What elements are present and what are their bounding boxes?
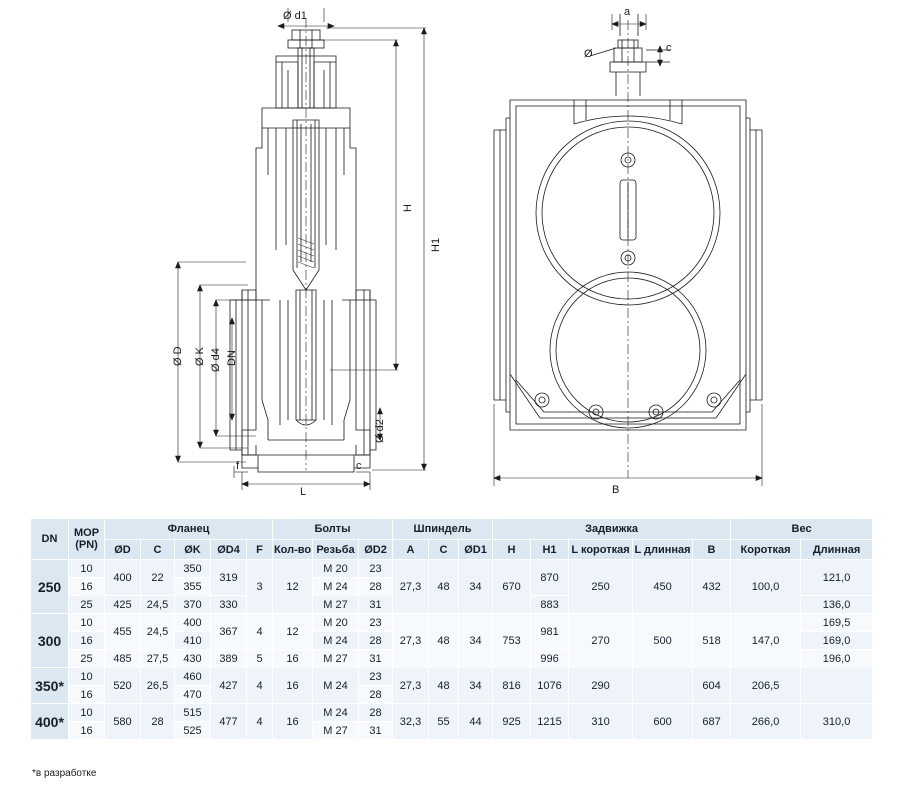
cell-flange-C: 22	[141, 560, 175, 596]
specification-table-wrapper	[30, 518, 872, 740]
cell-flange-K: 400	[175, 614, 211, 632]
cell-flange-K: 370	[175, 596, 211, 614]
cell-valve-H1: 981	[531, 614, 569, 650]
cell-flange-K: 350	[175, 560, 211, 578]
cell-valve-H1: 883	[531, 596, 569, 614]
cell-flange-F: 4	[247, 704, 273, 740]
cell-bolt-count: 12	[273, 614, 313, 650]
cell-flange-D4: 319	[211, 560, 247, 596]
cell-bolt-D2: 28	[359, 704, 393, 722]
cell-dn: 250	[31, 560, 69, 614]
cell-valve-H: 753	[493, 614, 531, 668]
subheader-valve-L-short: L короткая	[569, 540, 633, 560]
cell-flange-K: 355	[175, 578, 211, 596]
cell-flange-D4: 427	[211, 668, 247, 704]
cell-flange-D: 485	[105, 650, 141, 668]
label-a: a	[624, 6, 631, 18]
cell-weight-long: 121,0	[801, 560, 873, 596]
cell-weight-short: 100,0	[731, 560, 801, 614]
cell-spindle-D1: 34	[459, 614, 493, 668]
cell-bolt-count: 16	[273, 704, 313, 740]
header-mop-line2: (PN)	[75, 539, 98, 551]
subheader-spindle-D1: ØD1	[459, 540, 493, 560]
cell-bolt-D2: 23	[359, 668, 393, 686]
label-h1: H1	[430, 237, 442, 252]
cell-bolt-thread: M 24	[313, 632, 359, 650]
header-dn: DN	[31, 519, 69, 560]
cell-flange-D4: 330	[211, 596, 247, 614]
label-diameter-K: Ø K	[194, 347, 206, 366]
cell-flange-C: 24,5	[141, 596, 175, 614]
cell-flange-F: 4	[247, 668, 273, 704]
subheader-flange-K: ØK	[175, 540, 211, 560]
cell-bolt-D2: 28	[359, 578, 393, 596]
cell-dn: 300	[31, 614, 69, 668]
right-plan-drawing	[470, 0, 900, 510]
cell-valve-H: 816	[493, 668, 531, 704]
cell-valve-H1: 870	[531, 560, 569, 596]
cell-weight-long: 136,0	[801, 596, 873, 614]
label-diameter-d4: Ø d4	[210, 348, 222, 372]
cell-pn: 25	[69, 596, 105, 614]
subheader-valve-H: H	[493, 540, 531, 560]
cell-valve-B: 432	[693, 560, 731, 614]
cell-valve-H1: 1076	[531, 668, 569, 704]
cell-bolt-thread: M 27	[313, 650, 359, 668]
cell-valve-L-short: 290	[569, 668, 633, 704]
cell-bolt-count: 16	[273, 668, 313, 704]
cell-valve-H: 670	[493, 560, 531, 614]
cell-flange-F: 5	[247, 650, 273, 668]
cell-weight-long	[801, 668, 873, 704]
cell-flange-F: 3	[247, 560, 273, 614]
cell-flange-K: 410	[175, 632, 211, 650]
cell-bolt-D2: 31	[359, 650, 393, 668]
subheader-weight-long: Длинная	[801, 540, 873, 560]
cell-weight-short: 206,5	[731, 668, 801, 704]
cell-bolt-D2: 23	[359, 560, 393, 578]
cell-weight-long: 169,0	[801, 632, 873, 650]
cell-flange-K: 470	[175, 686, 211, 704]
cell-bolt-thread: M 24	[313, 704, 359, 722]
label-c-left: c	[356, 460, 362, 472]
cell-flange-F: 4	[247, 614, 273, 650]
cell-flange-D: 425	[105, 596, 141, 614]
cell-pn: 16	[69, 686, 105, 704]
subheader-bolt-count: Кол-во	[273, 540, 313, 560]
cell-bolt-thread: M 24	[313, 668, 359, 704]
header-group-flange: Фланец	[105, 519, 273, 540]
cell-weight-long: 310,0	[801, 704, 873, 740]
header-mop	[69, 519, 105, 560]
subheader-flange-D4: ØD4	[211, 540, 247, 560]
subheader-valve-B: B	[693, 540, 731, 560]
left-section-drawing	[0, 0, 470, 510]
cell-spindle-A: 27,3	[393, 560, 429, 614]
cell-flange-D4: 477	[211, 704, 247, 740]
cell-flange-C: 24,5	[141, 614, 175, 650]
cell-flange-D: 520	[105, 668, 141, 704]
cell-weight-short: 266,0	[731, 704, 801, 740]
subheader-flange-C: C	[141, 540, 175, 560]
cell-spindle-C: 55	[429, 704, 459, 740]
cell-pn: 10	[69, 704, 105, 722]
cell-bolt-count: 16	[273, 650, 313, 668]
cell-pn: 10	[69, 614, 105, 632]
subheader-flange-D: ØD	[105, 540, 141, 560]
header-group-bolts: Болты	[273, 519, 393, 540]
subheader-valve-L-long: L длинная	[633, 540, 693, 560]
cell-pn: 10	[69, 668, 105, 686]
cell-bolt-D2: 28	[359, 686, 393, 704]
cell-bolt-D2: 31	[359, 596, 393, 614]
label-B: B	[612, 484, 620, 496]
cell-flange-D: 580	[105, 704, 141, 740]
header-group-valve: Задвижка	[493, 519, 731, 540]
table-row	[31, 704, 873, 722]
subheader-bolt-thread: Резьба	[313, 540, 359, 560]
cell-valve-L-long	[633, 668, 693, 704]
cell-pn: 16	[69, 578, 105, 596]
cell-flange-K: 460	[175, 668, 211, 686]
cell-bolt-D2: 23	[359, 614, 393, 632]
table-row	[31, 560, 873, 578]
cell-weight-short: 147,0	[731, 614, 801, 668]
cell-flange-C: 28	[141, 704, 175, 740]
cell-bolt-thread: M 24	[313, 578, 359, 596]
cell-valve-L-long: 450	[633, 560, 693, 614]
cell-valve-H: 925	[493, 704, 531, 740]
table-footnote: *в разработке	[32, 768, 97, 779]
label-diameter-d1: Ø d1	[283, 10, 307, 22]
subheader-bolt-D2: ØD2	[359, 540, 393, 560]
cell-dn: 350*	[31, 668, 69, 704]
cell-flange-K: 525	[175, 722, 211, 740]
cell-valve-H1: 1215	[531, 704, 569, 740]
subheader-weight-short: Короткая	[731, 540, 801, 560]
cell-flange-D4: 389	[211, 650, 247, 668]
subheader-spindle-A: A	[393, 540, 429, 560]
table-row	[31, 614, 873, 632]
label-f: f	[236, 460, 240, 472]
cell-spindle-D1: 34	[459, 668, 493, 704]
cell-spindle-A: 27,3	[393, 668, 429, 704]
subheader-flange-F: F	[247, 540, 273, 560]
cell-bolt-thread: M 27	[313, 596, 359, 614]
cell-valve-B: 687	[693, 704, 731, 740]
cell-bolt-count: 12	[273, 560, 313, 614]
cell-valve-B: 518	[693, 614, 731, 668]
label-diameter-D: Ø D	[172, 346, 184, 366]
cell-bolt-thread: M 20	[313, 614, 359, 632]
cell-spindle-C: 48	[429, 668, 459, 704]
label-diameter-d2: Ø d2	[374, 419, 386, 443]
cell-valve-L-short: 250	[569, 560, 633, 614]
cell-flange-C: 27,5	[141, 650, 175, 668]
cell-flange-C: 26,5	[141, 668, 175, 704]
cell-pn: 10	[69, 560, 105, 578]
cell-pn: 25	[69, 650, 105, 668]
cell-valve-B: 604	[693, 668, 731, 704]
cell-valve-H1: 996	[531, 650, 569, 668]
cell-valve-L-long: 600	[633, 704, 693, 740]
cell-weight-long: 196,0	[801, 650, 873, 668]
cell-bolt-D2: 31	[359, 722, 393, 740]
label-h: H	[402, 204, 414, 212]
subheader-valve-H1: H1	[531, 540, 569, 560]
cell-dn: 400*	[31, 704, 69, 740]
cell-bolt-thread: M 27	[313, 722, 359, 740]
cell-flange-D: 455	[105, 614, 141, 650]
cell-pn: 16	[69, 632, 105, 650]
header-mop-line1: MOP	[73, 527, 100, 539]
cell-weight-long: 169,5	[801, 614, 873, 632]
cell-pn: 16	[69, 722, 105, 740]
cell-bolt-D2: 28	[359, 632, 393, 650]
label-diameter-symbol: Ø	[584, 48, 593, 60]
cell-spindle-A: 32,3	[393, 704, 429, 740]
cell-spindle-C: 48	[429, 614, 459, 668]
label-dn: DN	[226, 350, 238, 366]
cell-flange-D4: 367	[211, 614, 247, 650]
cell-bolt-thread: M 20	[313, 560, 359, 578]
cell-flange-K: 430	[175, 650, 211, 668]
cell-spindle-D1: 44	[459, 704, 493, 740]
cell-flange-K: 515	[175, 704, 211, 722]
label-L: L	[300, 486, 307, 498]
header-group-spindle: Шпиндель	[393, 519, 493, 540]
header-group-weight: Вес	[731, 519, 873, 540]
cell-flange-D: 400	[105, 560, 141, 596]
cell-spindle-C: 48	[429, 560, 459, 614]
cell-valve-L-short: 310	[569, 704, 633, 740]
cell-valve-L-long: 500	[633, 614, 693, 668]
cell-spindle-A: 27,3	[393, 614, 429, 668]
table-row	[31, 668, 873, 686]
specification-table	[30, 518, 873, 740]
cell-valve-L-short: 270	[569, 614, 633, 668]
subheader-spindle-C: C	[429, 540, 459, 560]
label-c-right: c	[666, 42, 672, 54]
cell-spindle-D1: 34	[459, 560, 493, 614]
